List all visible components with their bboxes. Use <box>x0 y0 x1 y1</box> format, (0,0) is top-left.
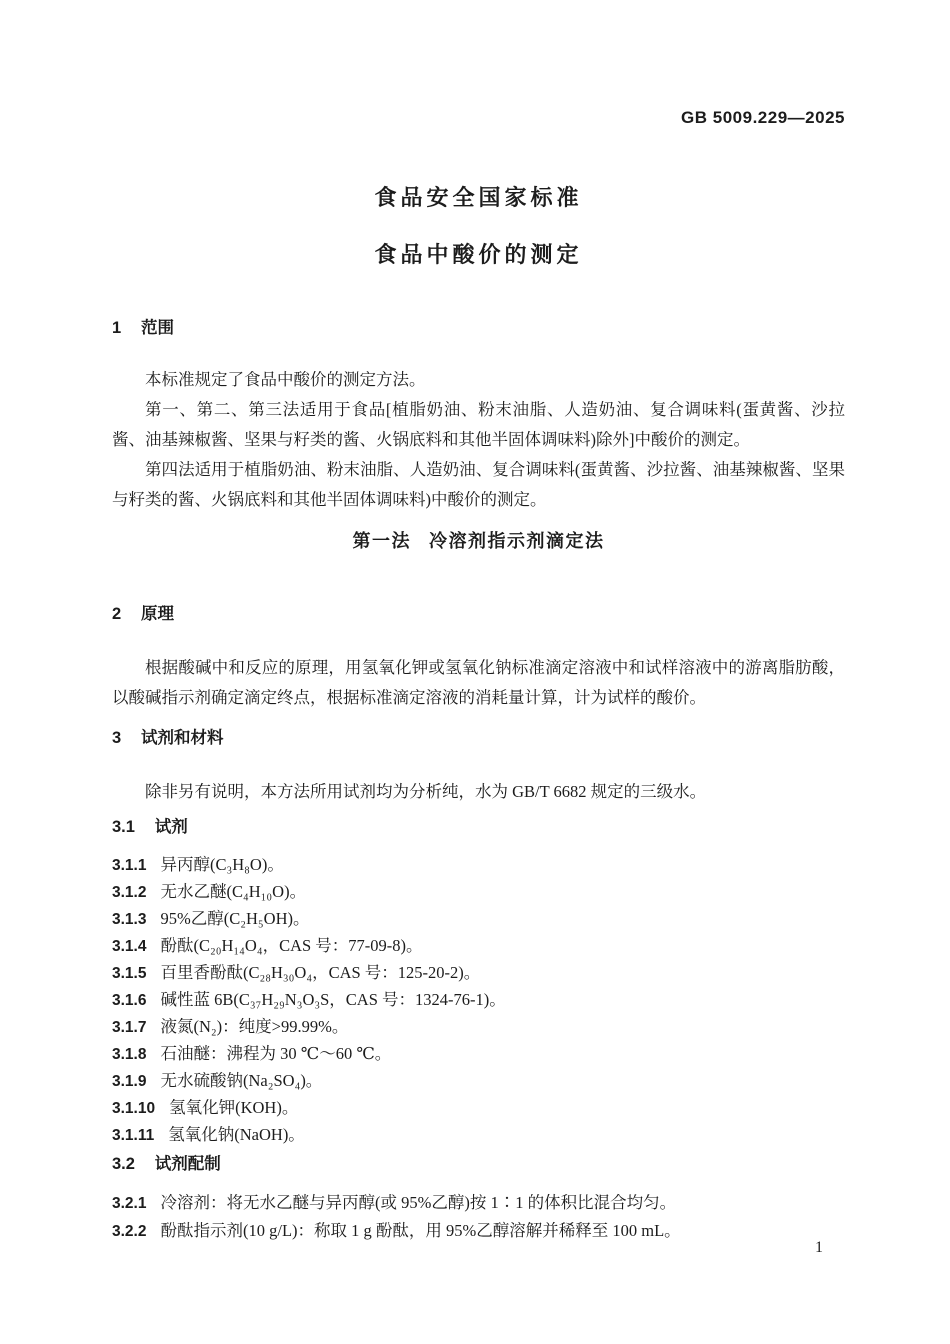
clause-item <box>112 852 845 879</box>
reagent-prep-clause-list <box>112 1189 845 1245</box>
clause-text: 无水硫酸钠(Na₂SO₄)。 <box>160 1071 323 1090</box>
clause-text: 酚酞指示剂(10 g/L)：称取 1 g 酚酞，用 95%乙醇溶解并稀释至 100 mL。 <box>160 1221 681 1240</box>
doc-code: GB 5009.229—2025 <box>681 108 845 127</box>
clause-number: 3.2.1 <box>112 1195 147 1212</box>
clause-item <box>112 1189 845 1217</box>
clause-item <box>112 987 845 1014</box>
clause-item <box>112 879 845 906</box>
section-number: 3 <box>112 729 122 747</box>
section-heading-scope <box>112 317 845 339</box>
scope-paragraph-2: 第一、第二、第三法适用于食品[植脂奶油、粉末油脂、人造奶油、复合调味料(蛋黄酱、沙拉酱、油基辣椒酱、坚果与籽类的酱、火锅底料和其他半固体调味料)除外]中酸价的测定。 <box>112 400 845 449</box>
subsection-heading-reagent-list <box>112 816 845 838</box>
section-number: 1 <box>112 319 122 337</box>
subsection-number: 3.1 <box>112 818 135 836</box>
principle-paragraph: 根据酸碱中和反应的原理，用氢氧化钾或氢氧化钠标准滴定溶液中和试样溶液中的游离脂肪酸，以酸碱指示剂确定滴定终点，根据标准滴定溶液的消耗量计算，计为试样的酸价。 <box>112 658 845 707</box>
clause-number: 3.1.1 <box>112 857 147 874</box>
clause-item <box>112 1068 845 1095</box>
clause-item <box>112 1217 845 1245</box>
method1-name: 冷溶剂指示剂滴定法 <box>429 531 605 551</box>
subsection-heading-reagent-prep <box>112 1153 845 1175</box>
section-title: 试剂和材料 <box>140 729 224 747</box>
section-title: 原理 <box>140 605 174 623</box>
clause-item <box>112 1041 845 1068</box>
clause-item <box>112 1095 845 1122</box>
doc-title-line1: 食品安全国家标准 <box>374 185 583 210</box>
clause-number: 3.1.7 <box>112 1019 147 1036</box>
scope-paragraph-1: 本标准规定了食品中酸价的测定方法。 <box>145 370 426 389</box>
clause-text: 碱性蓝 6B(C₃₇H₂₉N₃O₃S，CAS 号：1324-76-1)。 <box>160 990 506 1009</box>
clause-number: 3.1.5 <box>112 965 147 982</box>
clause-text: 石油醚：沸程为 30 ℃～60 ℃。 <box>160 1044 392 1063</box>
clause-number: 3.1.9 <box>112 1073 147 1090</box>
clause-number: 3.1.8 <box>112 1046 147 1063</box>
subsection-number: 3.2 <box>112 1155 135 1173</box>
clause-text: 氢氧化钾(KOH)。 <box>169 1098 299 1117</box>
page-number: 1 <box>815 1239 823 1256</box>
section-title: 范围 <box>140 319 174 337</box>
clause-text: 异丙醇(C₃H₈O)。 <box>160 855 284 874</box>
clause-number: 3.1.10 <box>112 1100 156 1117</box>
reagents-intro-paragraph: 除非另有说明，本方法所用试剂均为分析纯，水为 GB/T 6682 规定的三级水。 <box>145 782 707 801</box>
clause-text: 液氮(N₂)：纯度>99.99%。 <box>160 1017 349 1036</box>
method1-prefix: 第一法 <box>352 531 411 551</box>
clause-number: 3.1.3 <box>112 911 147 928</box>
clause-number: 3.2.2 <box>112 1223 147 1240</box>
clause-item <box>112 1014 845 1041</box>
subsection-title: 试剂配制 <box>154 1155 221 1173</box>
clause-item <box>112 1122 845 1149</box>
clause-text: 95%乙醇(C₂H₅OH)。 <box>160 909 310 928</box>
subsection-title: 试剂 <box>154 818 188 836</box>
scope-paragraph-3: 第四法适用于植脂奶油、粉末油脂、人造奶油、复合调味料(蛋黄酱、沙拉酱、油基辣椒酱、坚果与籽类的酱、火锅底料和其他半固体调味料)中酸价的测定。 <box>112 460 845 509</box>
clause-text: 氢氧化钠(NaOH)。 <box>168 1125 305 1144</box>
clause-item <box>112 933 845 960</box>
clause-number: 3.1.11 <box>112 1127 155 1144</box>
clause-item <box>112 906 845 933</box>
clause-text: 酚酞(C₂₀H₁₄O₄，CAS 号：77-09-8)。 <box>160 936 423 955</box>
method1-heading <box>112 527 845 555</box>
section-heading-reagents <box>112 727 845 749</box>
clause-number: 3.1.2 <box>112 884 147 901</box>
clause-number: 3.1.6 <box>112 992 147 1009</box>
section-number: 2 <box>112 605 122 623</box>
clause-text: 百里香酚酞(C₂₈H₃₀O₄，CAS 号：125-20-2)。 <box>160 963 481 982</box>
clause-number: 3.1.4 <box>112 938 147 955</box>
clause-item <box>112 960 845 987</box>
section-heading-principle <box>112 603 845 625</box>
clause-text: 冷溶剂：将无水乙醚与异丙醇(或 95%乙醇)按 1∶1 的体积比混合均匀。 <box>160 1193 677 1212</box>
reagent-clause-list <box>112 852 845 1149</box>
doc-title-line2: 食品中酸价的测定 <box>374 242 583 267</box>
clause-text: 无水乙醚(C₄H₁₀O)。 <box>160 882 307 901</box>
